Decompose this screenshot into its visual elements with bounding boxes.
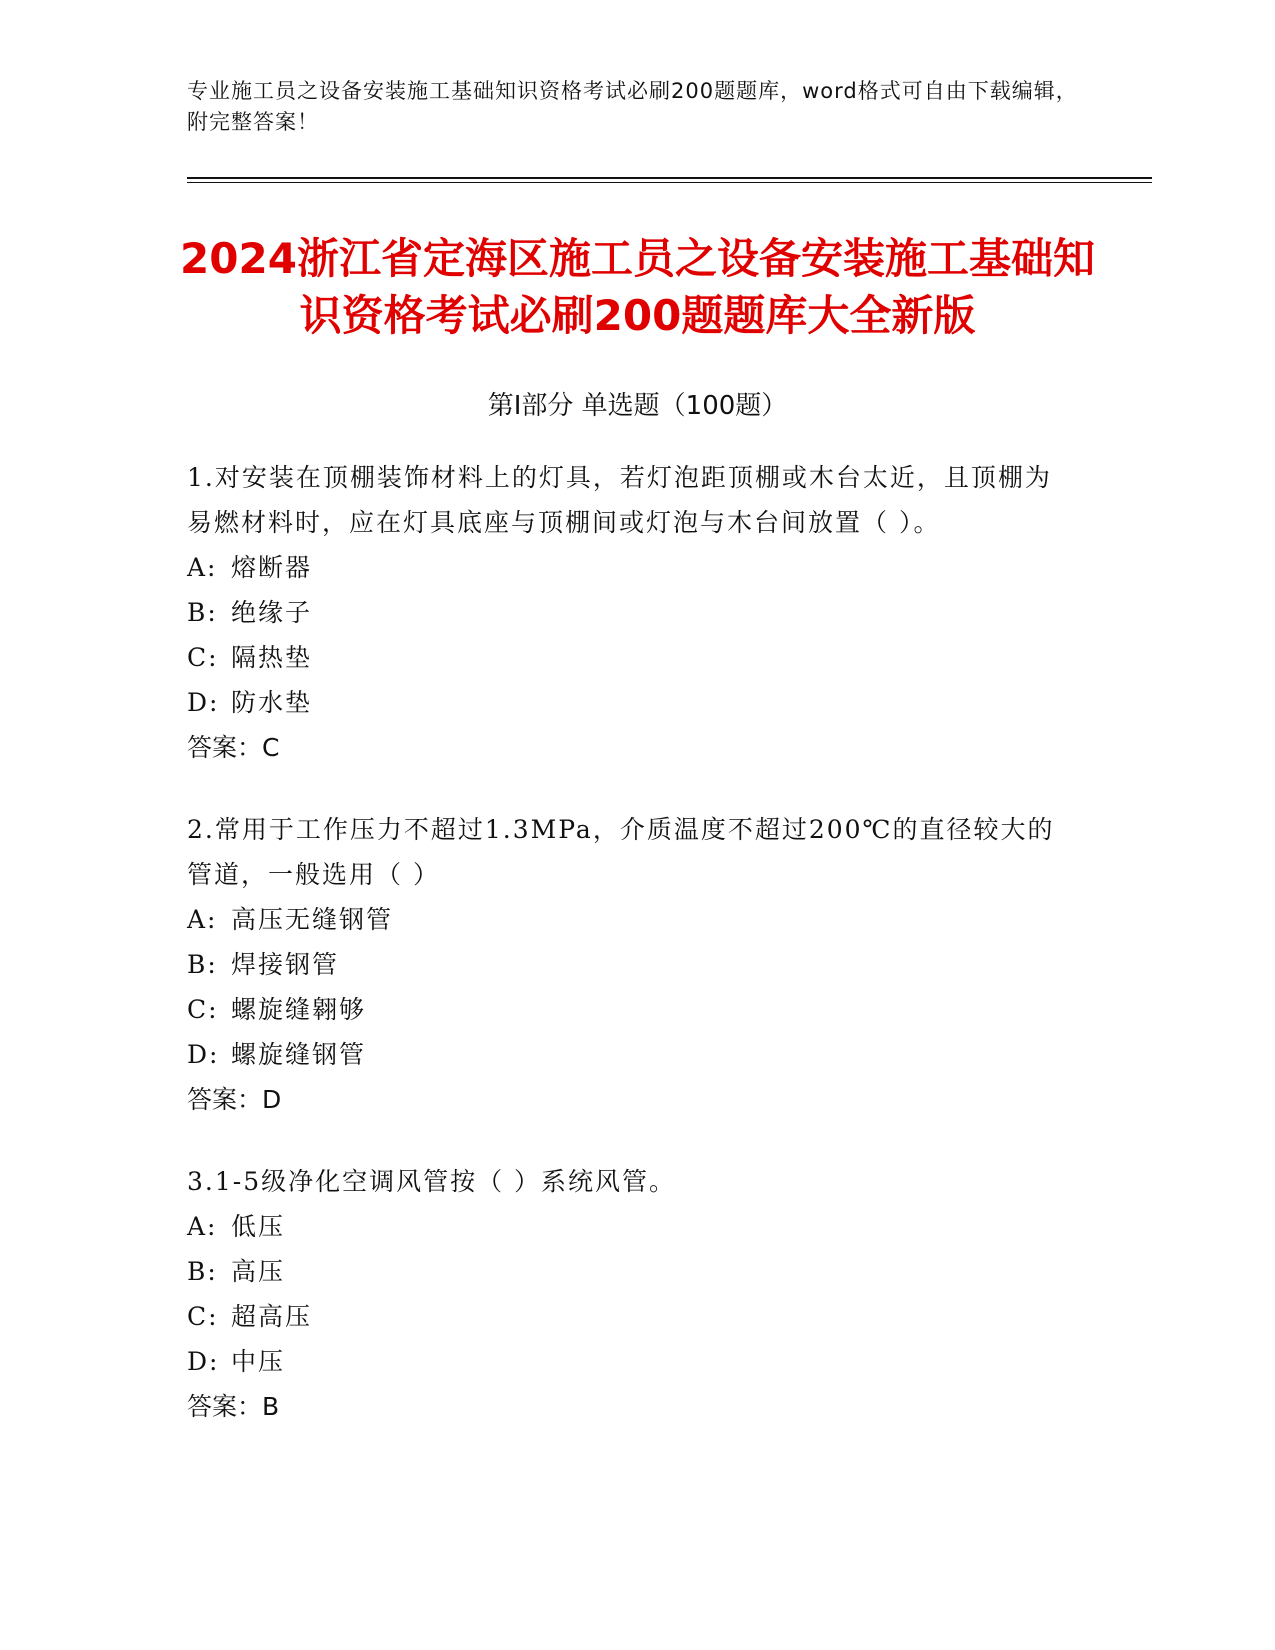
header-note: 专业施工员之设备安装施工基础知识资格考试必刷200题题库，word格式可自由下载编辑，附完整答案！ [187,79,1078,134]
option-letter: B: [187,950,218,979]
option-b [187,1249,1067,1294]
option-d [187,680,1067,725]
option-letter: A: [187,905,218,934]
document-title: 2024浙江省定海区施工员之设备安装施工基础知识资格考试必刷200题题库大全新版 [180,234,1095,340]
section-title: 第Ⅰ部分 单选题（100题） [487,391,788,421]
answer-line: 答案：D [187,1085,282,1114]
option-text: 绝缘子 [231,598,313,627]
option-a [187,545,1067,590]
option-a [187,897,1067,942]
question-stem: 3.1-5级净化空调风管按（ ）系统风管。 [187,1167,677,1196]
header-rule-thick [187,177,1152,179]
option-letter: B: [187,598,218,627]
answer-line: 答案：B [187,1392,280,1421]
option-b [187,590,1067,635]
question-1 [187,455,1067,770]
option-text: 高压无缝钢管 [231,905,394,934]
option-text: 螺旋缝钢管 [231,1040,367,1069]
option-d [187,1339,1067,1384]
option-letter: D: [187,1040,220,1069]
option-letter: A: [187,1212,218,1241]
option-text: 隔热垫 [231,643,313,672]
option-c [187,635,1067,680]
option-letter: D: [187,1347,220,1376]
option-letter: D: [187,688,220,717]
option-text: 防水垫 [231,688,313,717]
option-letter: C: [187,643,219,672]
answer-line: 答案：C [187,733,280,762]
option-letter: C: [187,1302,219,1331]
option-letter: A: [187,553,218,582]
question-2 [187,807,1067,1122]
option-letter: C: [187,995,219,1024]
option-text: 高压 [231,1257,286,1286]
option-b [187,942,1067,987]
option-text: 超高压 [231,1302,313,1331]
option-c [187,1294,1067,1339]
question-3 [187,1159,1067,1429]
option-text: 焊接钢管 [231,950,340,979]
option-text: 熔断器 [231,553,313,582]
option-a [187,1204,1067,1249]
option-text: 螺旋缝翱够 [231,995,367,1024]
option-letter: B: [187,1257,218,1286]
option-d [187,1032,1067,1077]
option-text: 中压 [231,1347,286,1376]
header-rule-thin [187,182,1152,183]
option-c [187,987,1067,1032]
question-stem: 1.对安装在顶棚装饰材料上的灯具，若灯泡距顶棚或木台太近，且顶棚为易燃材料时，应在灯具底座与顶棚间或灯泡与木台间放置（ ）。 [187,463,1052,537]
question-stem: 2.常用于工作压力不超过1.3MPa，介质温度不超过200℃的直径较大的管道，一般选用（ ） [187,815,1055,889]
option-text: 低压 [231,1212,286,1241]
